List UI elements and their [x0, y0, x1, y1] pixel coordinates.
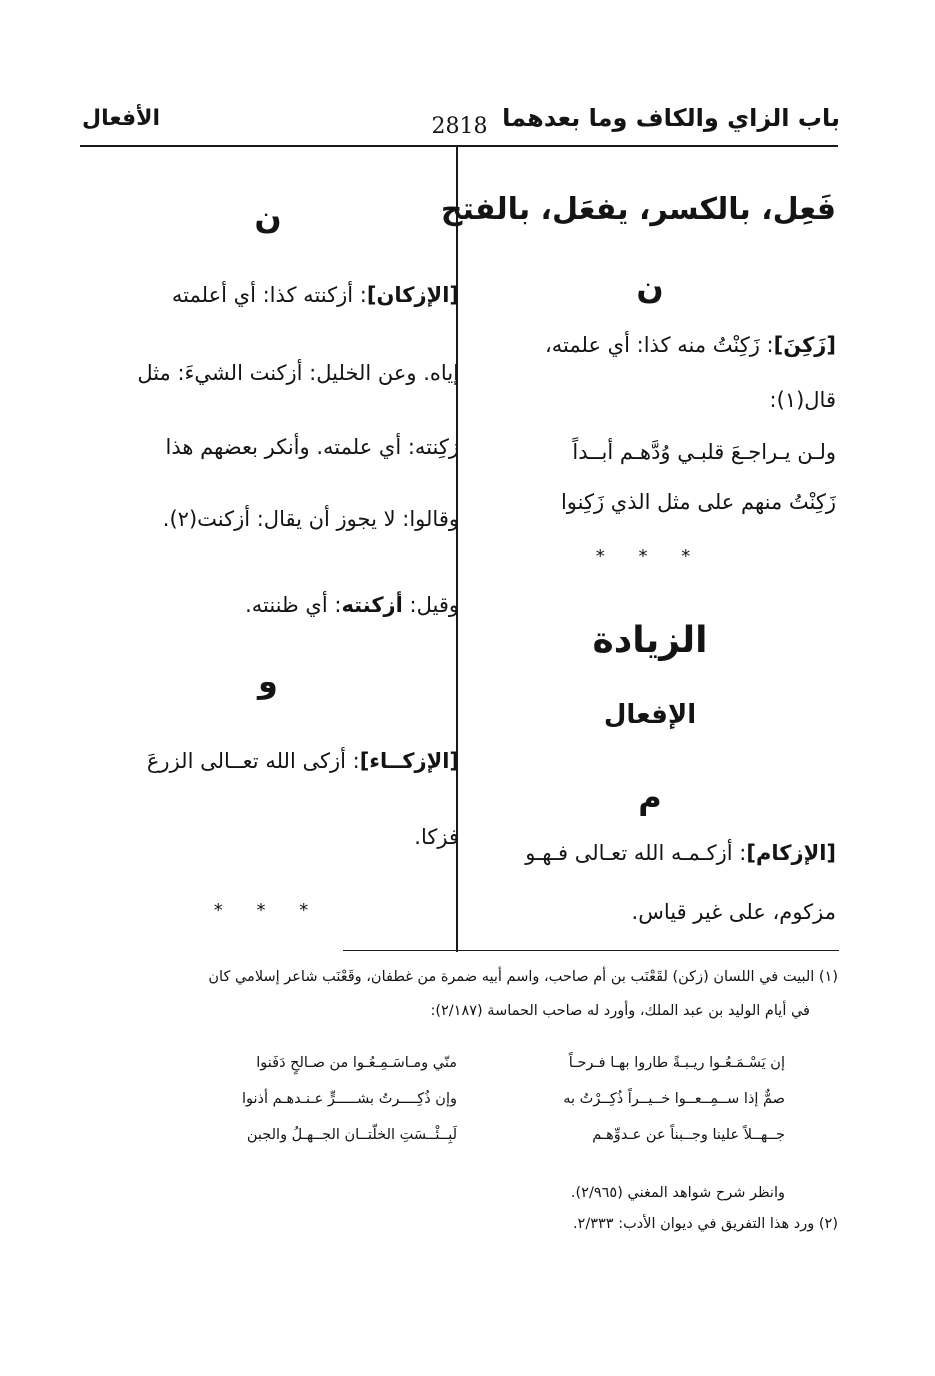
poem-line-2-first: صمٌّ إذا ســمِــعــوا خــيــراً ذُكِــرْتُ به — [563, 1091, 785, 1107]
footnote-1-see-also: وانظر شرح شواهد المغني (٢/٩٦٥). — [570, 1185, 785, 1201]
section-label: الأفعال — [82, 106, 161, 131]
left-entry2-line-2: فزكا. — [414, 825, 459, 849]
right-entry2-line-1 — [464, 838, 836, 868]
footnote-1-line-1: (١) البيت في اللسان (زكن) لقَعْنَب بن أم صاحب، واسم أبيه ضمرة من غطفان، وقَعْنَب شاعر إسلامي كان — [208, 969, 838, 985]
left-entry-text-5a: وقيل: — [402, 593, 459, 617]
right-entry2-term: [الإزكام] — [746, 841, 836, 865]
poem-line-2-second: وإن ذُكِــــرتُ بشـــــرٍّ عـنـدهـم أذنوا — [241, 1091, 457, 1107]
left-entry-term: [الإزكان] — [366, 283, 459, 307]
left-letter-2: و — [258, 662, 278, 700]
left-entry2-text-1: : أزكى الله تعــالى الزرعَ — [146, 749, 360, 773]
poem-line-3-first: جــهــلاً علينا وجــبناً عن عـدوِّهـم — [592, 1127, 785, 1143]
footnote-2: (٢) ورد هذا التفريق في ديوان الأدب: ٢/٣٣٣. — [572, 1216, 838, 1232]
left-entry-text-5b: : أي ظننته. — [245, 593, 342, 617]
right-verse-line-1: ولـن يـراجـعَ قلبـي وُدَّهـم أبــداً — [572, 440, 836, 464]
left-entry-line-3: زكِنته: أي علمته. وأنكر بعضهم هذا — [165, 435, 459, 459]
left-entry-line-1 — [77, 280, 459, 310]
subsection-title: الإفعال — [603, 700, 697, 730]
left-letter-1: ن — [254, 198, 282, 236]
right-heading: فَعِل، بالكسر، يفعَل، بالفتح — [440, 192, 836, 227]
section-title: الزيادة — [592, 620, 708, 661]
left-entry-text-1: : أزكنته كذا: أي أعلمته — [171, 283, 367, 307]
header-rule — [80, 145, 838, 147]
poem-line-1-first: إن يَسْـمَـعُـوا ريـبـةً طاروا بهـا فـرحـاً — [568, 1055, 785, 1071]
chapter-title: باب الزاي والكاف وما بعدهما — [502, 104, 840, 132]
left-entry-line-5 — [77, 590, 459, 620]
right-letter-1: ن — [636, 268, 664, 306]
right-verse-line-2: زَكِنْتُ منهم على مثل الذي زَكِنوا — [560, 490, 836, 514]
right-separator: * * * — [595, 546, 705, 567]
poem-line-1-second: منّي ومـاسَـمِـعُـوا من صـالحٍ دَفَنوا — [256, 1055, 457, 1071]
right-entry-line-2: قال(١): — [769, 388, 836, 412]
right-entry2-line-2: مزكوم، على غير قياس. — [631, 900, 836, 924]
right-entry-term: [زَكِنَ] — [773, 333, 836, 357]
left-entry2-term: [الإزكــاء] — [359, 749, 459, 773]
right-entry2-text-1: : أزكـمـه الله تعـالى فـهـو — [525, 841, 747, 865]
left-entry-term-5: أزكنته — [341, 593, 403, 617]
right-entry-text-1: : زَكِنْتُ منه كذا: أي علمته، — [545, 333, 774, 357]
poem-line-3-second: لَبِــئْــسَتِ الخلّتــان الجــهـلُ والجبن — [246, 1127, 457, 1143]
right-entry-line-1 — [464, 330, 836, 360]
left-separator: * * * — [213, 900, 323, 921]
footnote-1-line-2: في أيام الوليد بن عبد الملك، وأورد له صاحب الحماسة (٢/١٨٧): — [430, 1003, 810, 1019]
left-entry2-line-1 — [77, 746, 459, 776]
footnote-rule — [343, 950, 839, 951]
page-number: 2818 — [431, 114, 488, 139]
left-entry-line-2: إياه. وعن الخليل: أزكنت الشيءَ: مثل — [137, 361, 459, 385]
right-letter-2: م — [638, 778, 662, 816]
left-entry-line-4: وقالوا: لا يجوز أن يقال: أزكنت(٢). — [162, 507, 459, 531]
